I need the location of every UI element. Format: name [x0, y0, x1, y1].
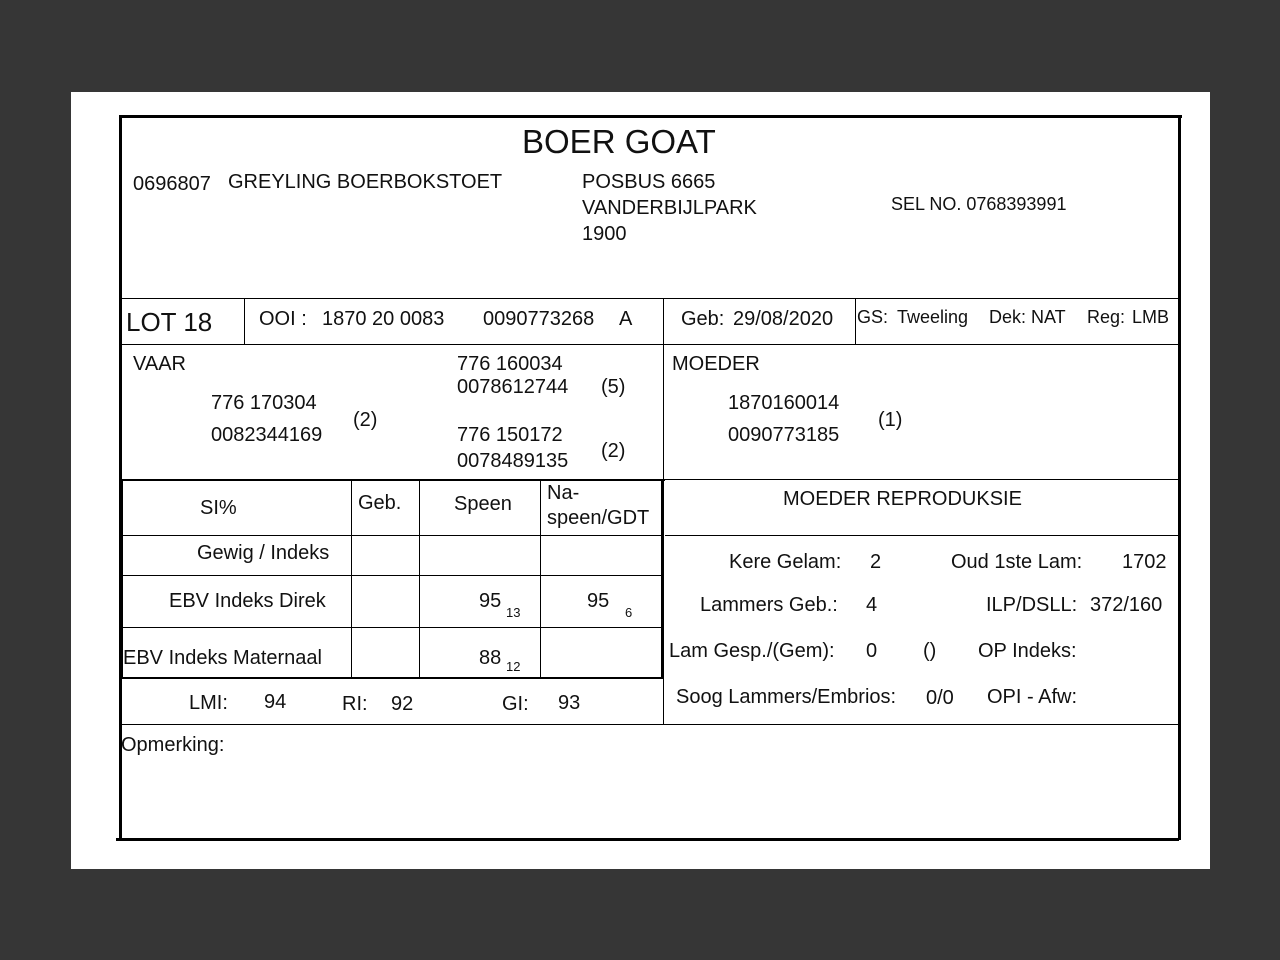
breeder-address-line2: VANDERBIJLPARK	[582, 197, 757, 219]
kere-value: 2	[870, 551, 882, 573]
breeder-number: 0696807	[133, 173, 211, 195]
ilp-label: ILP/DSLL:	[986, 594, 1078, 616]
lot-number: LOT 18	[126, 307, 213, 337]
row-gewig-label: Gewig / Indeks	[197, 542, 330, 564]
row-direk-label: EBV Indeks Direk	[169, 590, 326, 612]
dam-count: (1)	[878, 409, 903, 431]
col-geb-header: Geb.	[358, 492, 402, 514]
reg-label: Reg:	[1087, 307, 1126, 327]
lmi-label: LMI:	[189, 692, 228, 714]
col-si-header: SI%	[200, 497, 237, 519]
direk-speen-value: 95	[479, 590, 502, 612]
sire-number: 776 170304	[211, 392, 317, 414]
reproduction-heading: MOEDER REPRODUKSIE	[783, 488, 1022, 510]
gi-value: 93	[558, 692, 581, 714]
sire-dam-count: (2)	[601, 440, 626, 462]
col-speen-header: Speen	[454, 493, 512, 515]
sire-id: 0082344169	[211, 424, 323, 446]
reg-value: LMB	[1132, 307, 1170, 327]
dek-value: NAT	[1031, 307, 1066, 327]
ewe-id: 0090773268	[483, 308, 595, 330]
breeder-address-line3: 1900	[582, 223, 627, 245]
maternaal-speen-value: 88	[479, 647, 502, 669]
gesp-paren: ()	[923, 640, 937, 662]
direk-speen-count: 13	[506, 605, 521, 620]
ewe-number: 1870 20 0083	[322, 308, 445, 330]
sire-sire-count: (5)	[601, 376, 626, 398]
ewe-grade: A	[619, 308, 633, 330]
kere-label: Kere Gelam:	[729, 551, 842, 573]
card-title: BOER GOAT	[522, 123, 716, 160]
ri-value: 92	[391, 693, 414, 715]
breeder-address-line1: POSBUS 6665	[582, 171, 716, 193]
sire-dam-id: 0078489135	[457, 450, 569, 472]
dam-id: 0090773185	[728, 424, 840, 446]
ri-label: RI:	[342, 693, 368, 715]
gs-label: GS:	[857, 307, 889, 327]
ilp-value: 372/160	[1090, 594, 1163, 616]
sire-label: VAAR	[133, 353, 186, 375]
lammers-label: Lammers Geb.:	[700, 594, 838, 616]
ewe-label: OOI :	[259, 308, 307, 330]
sire-dam-number: 776 150172	[457, 424, 563, 446]
remarks-label: Opmerking:	[121, 734, 225, 756]
oud-value: 1702	[1122, 551, 1167, 573]
breeder-name: GREYLING BOERBOKSTOET	[228, 171, 503, 193]
gs-value: Tweeling	[897, 307, 969, 327]
gi-label: GI:	[502, 693, 529, 715]
gesp-value: 0	[866, 640, 878, 662]
row-maternaal-label: EBV Indeks Maternaal	[123, 647, 322, 669]
sire-count: (2)	[353, 409, 378, 431]
direk-naspeen-count: 6	[625, 605, 633, 620]
maternaal-speen-count: 12	[506, 659, 521, 674]
col-naspeen-header-1: Na-	[547, 482, 580, 504]
birth-date: 29/08/2020	[733, 308, 834, 330]
oud-label: Oud 1ste Lam:	[951, 551, 1083, 573]
soog-value: 0/0	[926, 687, 954, 709]
breeder-phone: SEL NO. 0768393991	[891, 194, 1067, 214]
gesp-label: Lam Gesp./(Gem):	[669, 640, 835, 662]
dam-label: MOEDER	[672, 353, 760, 375]
dek-label: Dek:	[989, 307, 1027, 327]
sire-sire-id: 0078612744	[457, 376, 569, 398]
sire-sire-number: 776 160034	[457, 353, 563, 375]
col-naspeen-header-2: speen/GDT	[547, 507, 650, 529]
dam-number: 1870160014	[728, 392, 840, 414]
lammers-value: 4	[866, 594, 878, 616]
direk-naspeen-value: 95	[587, 590, 610, 612]
lmi-value: 94	[264, 691, 287, 713]
opi-label: OPI - Afw:	[987, 686, 1078, 708]
op-indeks-label: OP Indeks:	[978, 640, 1077, 662]
birth-label: Geb:	[681, 308, 725, 330]
soog-label: Soog Lammers/Embrios:	[676, 686, 897, 708]
